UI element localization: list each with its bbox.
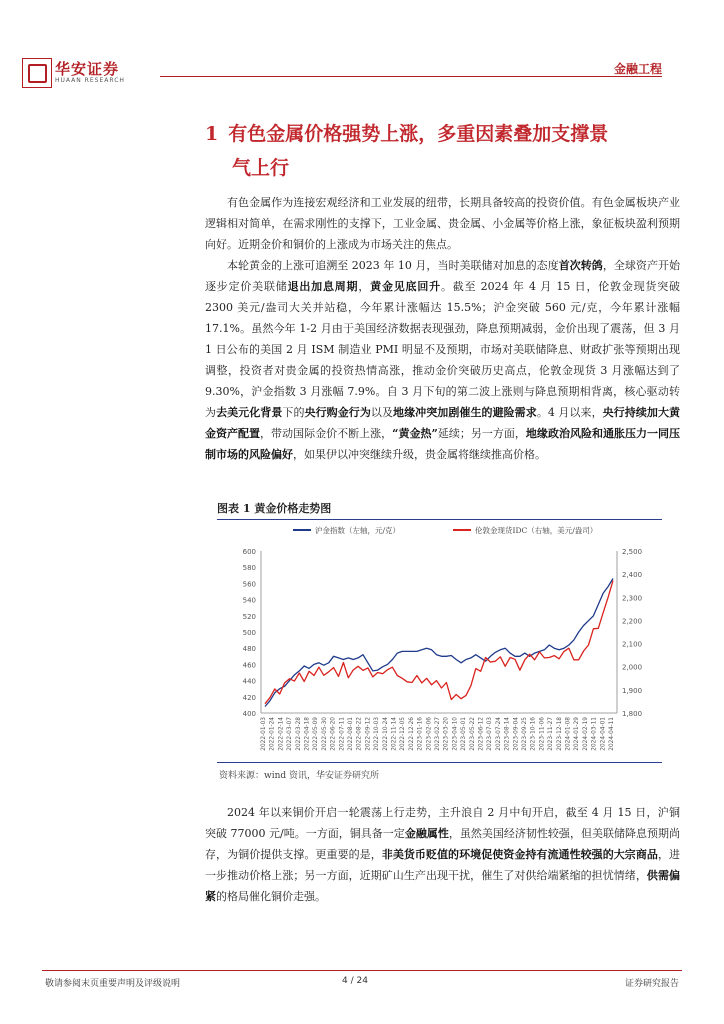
x-tick-label: 2022-04-18 (304, 717, 311, 751)
y-left-tick-label: 580 (242, 564, 256, 573)
section-title (205, 117, 685, 185)
series-line-0 (265, 579, 613, 707)
para2-run-2: ，全球资产开始逐步定价美联储 (205, 259, 680, 293)
para2-run-13: 央行持续加大黄金资产配置 (205, 406, 681, 440)
company-logo-icon (22, 58, 52, 88)
para2-run-6: 。截至 2024 年 4 月 15 日，伦敦金现货突破 2300 美元/盎司大关并站稳，今年累计涨幅达 15.5%；沪金突破 560 元/克，今年累计涨幅 17.1%。虽然今年 1-2 月由于美国经济数据表现强劲，降息预期减弱，金价出现了震荡，但 3 月 1 日公布的美国 2 月 ISM 制造业 PMI 明显不及预期，市场对美联储降息、财政扩张等预期出现调整，投资者对贵金属的投资热情高涨，推动金价突破历史高点，伦敦金现货 3 月涨幅达到了 9.30%，沪金指数 3 月涨幅 7.9%。自 3 月下旬的第二波上涨则与降息预期相背离，核心驱动转为 (205, 280, 681, 419)
x-tick-label: 2024-03-11 (591, 717, 598, 751)
y-left-tick-label: 480 (242, 645, 256, 654)
x-tick-label: 2022-09-12 (365, 717, 372, 751)
x-tick-label: 2023-01-16 (417, 717, 424, 751)
y-right-tick-label: 2,300 (622, 594, 643, 603)
x-tick-label: 2024-01-08 (565, 717, 572, 751)
y-left-tick-label: 400 (242, 710, 256, 718)
para3-run-6: 的格局催化铜价走强。 (216, 890, 326, 903)
para2-run-9: 央行购金行为 (304, 406, 371, 419)
y-left-tick-label: 560 (242, 580, 256, 589)
footer-report-type: 证券研究报告 (624, 979, 679, 989)
brand-subtitle: HUAAN RESEARCH (55, 77, 125, 84)
y-left-tick-label: 600 (242, 548, 256, 556)
para2-run-4: ， (358, 280, 371, 293)
x-tick-label: 2023-02-27 (435, 717, 441, 751)
x-tick-label: 2023-08-14 (504, 717, 511, 751)
x-tick-label: 2023-12-18 (556, 717, 563, 751)
brand-name: 华安证券 (55, 60, 120, 78)
para3-run-4: ，进一步推动价格上涨；另一方面，近期矿山生产出现干扰，催生了对供给端紧缩的担忧情绪， (205, 848, 681, 882)
para2-run-5: 黄金见底回升 (370, 280, 441, 293)
x-tick-label: 2022-08-22 (356, 717, 363, 751)
x-tick-label: 2023-07-24 (495, 717, 502, 751)
para2-run-1: 首次转鸽 (558, 259, 603, 272)
legend-label-1: 伦敦金现货IDC（右轴，美元/盎司） (475, 526, 598, 535)
x-tick-label: 2022-01-24 (269, 717, 276, 751)
x-tick-label: 2023-02-06 (426, 717, 433, 751)
paragraph-intro: 有色金属作为连接宏观经济和工业发展的纽带，长期具备较高的投资价值。有色金属板块产业逻辑相对简单，在需求刚性的支撑下，工业金属、贵金属、小金属等价格上涨，象征板块盈利预期向好。近期金价和铜价的上涨成为市场关注的焦点。 (205, 196, 680, 251)
para2-run-17: 地缘政治风险和通胀压力一同压制市场的风险偏好 (205, 427, 681, 461)
x-tick-label: 2023-09-25 (522, 717, 528, 751)
x-tick-label: 2022-06-20 (330, 717, 337, 751)
paragraph-gold (205, 255, 680, 465)
y-right-tick-label: 2,500 (622, 548, 643, 556)
x-tick-label: 2024-04-11 (609, 717, 615, 751)
x-tick-label: 2022-02-14 (278, 717, 285, 751)
legend-label-0: 沪金指数（左轴，元/克） (315, 526, 401, 535)
para3-run-3: 非美货币贬值的环境促使资金持有流通性较强的大宗商品 (381, 848, 658, 861)
x-tick-label: 2022-12-26 (408, 717, 415, 751)
x-tick-label: 2023-11-06 (539, 717, 546, 751)
para3-run-2: ，虽然美国经济韧性较强，但美联储降息预期尚存，为铜价提供支撑。更重要的是， (205, 827, 681, 861)
x-tick-label: 2022-05-30 (321, 717, 328, 751)
x-tick-label: 2023-06-12 (478, 717, 485, 751)
para2-run-8: 下的 (282, 406, 305, 419)
y-left-tick-label: 540 (242, 596, 256, 605)
y-right-tick-label: 2,400 (622, 571, 643, 580)
x-tick-label: 2023-09-04 (513, 717, 520, 751)
y-right-tick-label: 2,200 (622, 617, 643, 626)
x-tick-label: 2022-05-09 (313, 717, 320, 751)
x-tick-label: 2024-04-01 (600, 717, 607, 751)
para2-run-11: 地缘冲突加剧催生的避险需求 (393, 406, 537, 419)
header-divider (160, 76, 662, 77)
x-tick-label: 2023-03-20 (443, 717, 450, 751)
x-tick-label: 2022-03-28 (295, 717, 302, 751)
x-tick-label: 2023-10-16 (530, 717, 537, 751)
y-left-tick-label: 440 (242, 677, 256, 686)
x-tick-label: 2024-02-19 (582, 717, 589, 751)
para2-run-0: 本轮黄金的上涨可追溯至 2023 年 10 月，当时美联储对加息的态度 (227, 259, 559, 272)
y-right-tick-label: 2,000 (622, 663, 643, 672)
para2-run-14: ，带动国际金价不断上涨， (260, 427, 393, 440)
x-tick-label: 2023-05-22 (469, 717, 476, 751)
paragraph-copper (205, 802, 680, 907)
y-left-tick-label: 420 (242, 693, 256, 702)
para2-run-7: 去美元化背景 (216, 406, 283, 419)
title-line-2: 气上行 (232, 157, 290, 179)
y-left-tick-label: 500 (242, 629, 256, 637)
x-tick-label: 2023-11-27 (548, 717, 555, 751)
x-tick-label: 2022-12-05 (400, 717, 407, 751)
x-tick-label: 2022-07-11 (339, 717, 346, 751)
footer-disclaimer: 敬请参阅末页重要声明及评级说明 (45, 979, 181, 989)
section-number: 1 (205, 123, 219, 145)
gold-price-chart (217, 521, 662, 762)
figure-top-rule (217, 519, 662, 520)
x-tick-label: 2023-04-10 (452, 717, 459, 751)
para3-run-0: 2024 年以来铜价开启一轮震荡上行走势，主升浪自 2 月中旬开启，截至 4 月 15 日，沪铜突破 77000 元/吨。一方面，铜具备一定 (205, 806, 680, 840)
section-label: 金融工程 (613, 62, 662, 76)
y-right-tick-label: 1,800 (622, 710, 643, 718)
x-tick-label: 2022-03-07 (287, 717, 294, 751)
x-tick-label: 2022-10-24 (382, 717, 389, 751)
figure-title: 图表 1 黄金价格走势图 (217, 502, 332, 515)
x-tick-label: 2024-01-29 (574, 717, 581, 751)
y-left-tick-label: 460 (242, 661, 256, 670)
para2-run-16: 延续；另一方面， (437, 427, 526, 440)
x-tick-label: 2022-10-03 (374, 717, 381, 751)
y-right-tick-label: 1,900 (622, 686, 643, 695)
y-left-tick-label: 520 (242, 612, 256, 621)
y-right-tick-label: 2,100 (622, 640, 643, 649)
x-tick-label: 2022-11-14 (391, 717, 398, 751)
para2-run-12: 。4 月以来， (536, 406, 603, 419)
figure-bottom-rule (217, 762, 662, 763)
para2-run-10: 以及 (370, 406, 394, 419)
series-line-1 (265, 581, 613, 704)
x-tick-label: 2022-08-01 (348, 717, 354, 751)
para3-run-5: 供需偏紧 (205, 869, 681, 903)
x-tick-label: 2023-05-01 (461, 717, 468, 751)
title-line-1: 有色金属价格强势上涨，多重因素叠加支撑景 (228, 123, 609, 145)
para3-run-1: 金融属性 (404, 827, 449, 840)
para2-run-15: “黄金热” (392, 427, 438, 440)
para2-run-3: 退出加息周期 (287, 280, 359, 293)
x-tick-label: 2023-07-03 (487, 717, 494, 751)
page-number: 4 / 24 (342, 976, 368, 986)
para2-run-18: ，如果伊以冲突继续升级，贵金属将继续推高价格。 (293, 448, 546, 461)
footer-divider (42, 970, 682, 971)
figure-source: 资料来源：wind 资讯，华安证券研究所 (219, 771, 380, 781)
x-tick-label: 2022-01-03 (261, 717, 267, 751)
